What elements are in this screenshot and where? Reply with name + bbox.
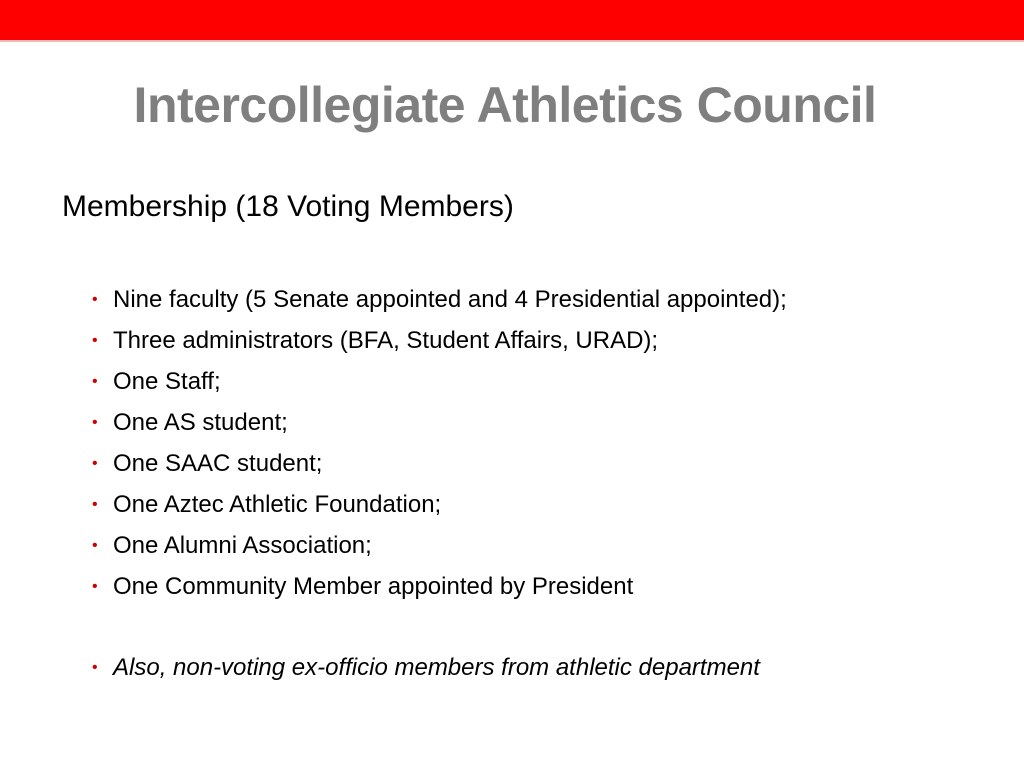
list-item-text: Nine faculty (5 Senate appointed and 4 Presidential appointed); — [113, 286, 787, 313]
membership-heading: Membership (18 Voting Members) — [62, 190, 514, 223]
list-item-text: Three administrators (BFA, Student Affairs, URAD); — [113, 327, 659, 354]
list-item-text: One Aztec Athletic Foundation; — [113, 491, 442, 518]
list-item-text: One AS student; — [113, 409, 288, 436]
bullet-icon: • — [92, 414, 98, 431]
list-item-text: One Alumni Association; — [113, 532, 372, 559]
bullet-icon: • — [92, 659, 98, 676]
list-item-text: One SAAC student; — [113, 450, 323, 477]
list-item-text: One Staff; — [113, 368, 221, 395]
bullet-icon: • — [92, 496, 98, 513]
ex-officio-note-text: Also, non-voting ex-officio members from athletic department — [113, 654, 760, 681]
bullet-icon: • — [92, 291, 98, 308]
bullet-icon: • — [92, 373, 98, 390]
bullet-icon: • — [92, 537, 98, 554]
list-item-text: One Community Member appointed by President — [113, 573, 634, 600]
top-accent-bar-shadow — [0, 40, 1024, 42]
bullet-icon: • — [92, 455, 98, 472]
slide-title: Intercollegiate Athletics Council — [133, 77, 877, 133]
top-accent-bar — [0, 0, 1024, 40]
bullet-icon: • — [92, 332, 98, 349]
bullet-icon: • — [92, 578, 98, 595]
